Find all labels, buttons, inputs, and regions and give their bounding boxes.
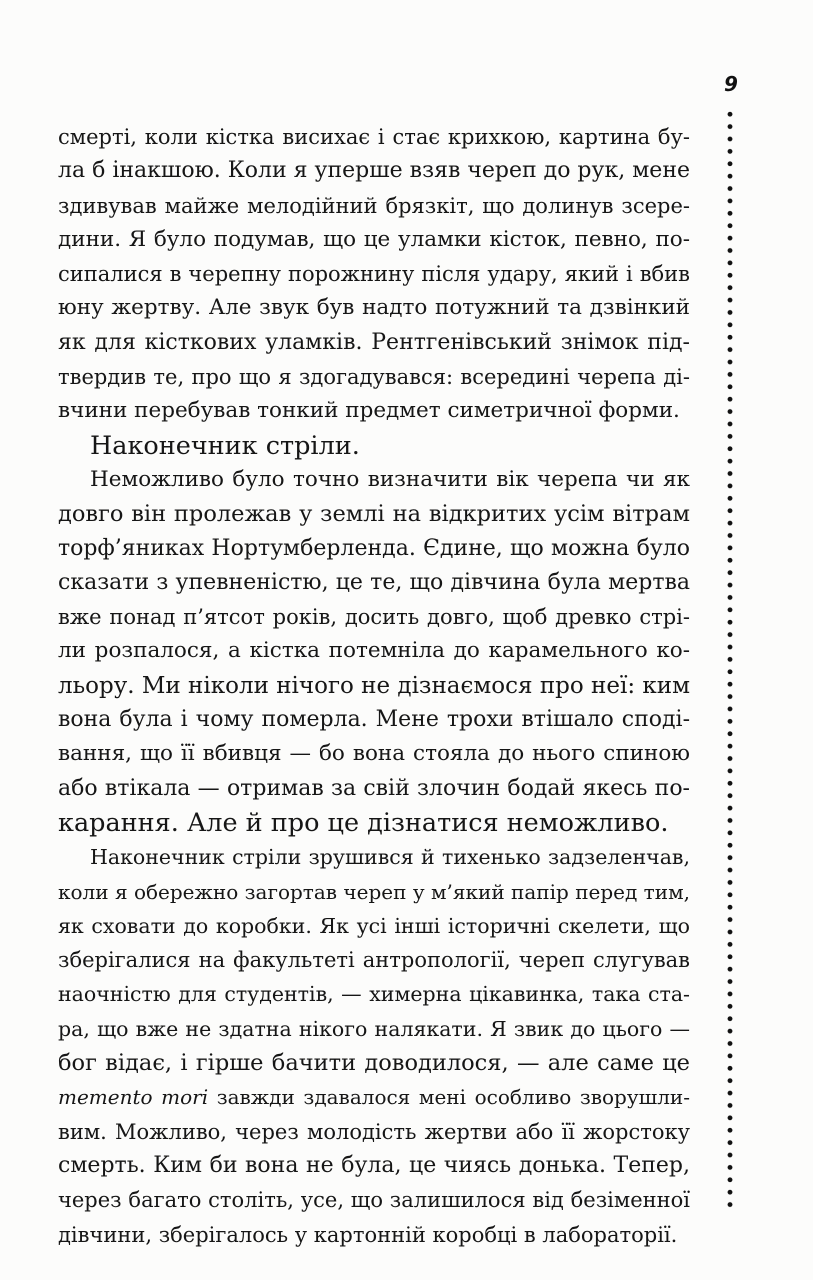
page-number: 9	[724, 72, 738, 96]
text-line: як для кісткових уламків. Рентгенівський знімок під-	[58, 329, 690, 355]
text-line: вже понад п’ятсот років, досить довго, щоб древко стрі-	[58, 605, 690, 630]
text-line: коли я обережно загортав череп у м’який папір перед тим,	[58, 879, 690, 904]
text-line: або втікала — отримав за свій злочин бодай якесь по-	[58, 775, 690, 801]
text-line: льору. Ми ніколи нічого не дізнаємося про неї: ким	[58, 672, 690, 699]
text-line: ра, що вже не здатна нікого налякати. Я звик до цього —	[58, 1016, 690, 1041]
text-line: дівчини, зберігалось у картонній коробці в лабораторії.	[58, 1222, 678, 1247]
text-line: бог відає, і гірше бачити доводилося, — але саме це	[58, 1050, 690, 1077]
text-line: зберігалися на факультеті антропології, череп слугував	[58, 948, 690, 973]
text-line: вим. Можливо, через молодість жертви або її жорстоку	[58, 1119, 690, 1144]
text-line: сказати з упевненістю, це те, що дівчина була мертва	[58, 569, 690, 595]
text-line: через багато століть, усе, що залишилося від безіменної	[58, 1188, 690, 1213]
text-line: Наконечник стріли.	[90, 430, 360, 461]
text-line: карання. Але й про це дізнатися неможливо.	[58, 807, 669, 838]
text-segment: завжди здавалося мені особливо зворушли-	[208, 1085, 690, 1110]
text-line: здивував майже мелодійний брязкіт, що долинув зсере-	[58, 193, 690, 218]
text-line: твердив те, про що я здогадувався: всередині черепа ді-	[58, 365, 690, 390]
text-line: смерть. Ким би вона не була, це чиясь донька. Тепер,	[58, 1152, 690, 1178]
text-line: вона була і чому померла. Мене трохи втішало споді-	[58, 707, 690, 733]
text-line-with-italic	[58, 1080, 690, 1114]
text-line: вання, що її вбивця — бо вона стояла до нього спиною	[58, 741, 690, 767]
body-text	[58, 120, 690, 1252]
text-line: як сховати до коробки. Як усі інші історичні скелети, що	[58, 913, 690, 938]
text-line: Наконечник стріли зрушився й тихенько задзеленчав,	[90, 845, 690, 870]
text-line: смерті, коли кістка висихає і стає крихкою, картина бу-	[58, 125, 690, 149]
italic-phrase: memento mori	[58, 1085, 209, 1110]
text-line: довго він пролежав у землі на відкритих усім вітрам	[58, 501, 690, 528]
text-line: ла б інакшою. Коли я уперше взяв череп до рук, мене	[58, 158, 690, 184]
text-line: юну жертву. Але звук був надто потужний та дзвінкий	[58, 295, 690, 321]
dotted-margin-rule	[726, 108, 734, 1208]
text-line: наочністю для студентів, — химерна цікавинка, така ста-	[58, 982, 690, 1007]
text-line: торф’яниках Нортумберленда. Єдине, що можна було	[58, 535, 690, 561]
text-line: ли розпалося, а кістка потемніла до карамельного ко-	[58, 638, 690, 664]
text-line: дини. Я було подумав, що це уламки кісток, певно, по-	[58, 226, 690, 252]
text-line: сипалися в черепну порожнину після удару, який і вбив	[58, 262, 690, 287]
text-line: вчини перебував тонкий предмет симетричної форми.	[58, 398, 680, 424]
text-line: Неможливо було точно визначити вік черепа чи як	[90, 466, 690, 492]
